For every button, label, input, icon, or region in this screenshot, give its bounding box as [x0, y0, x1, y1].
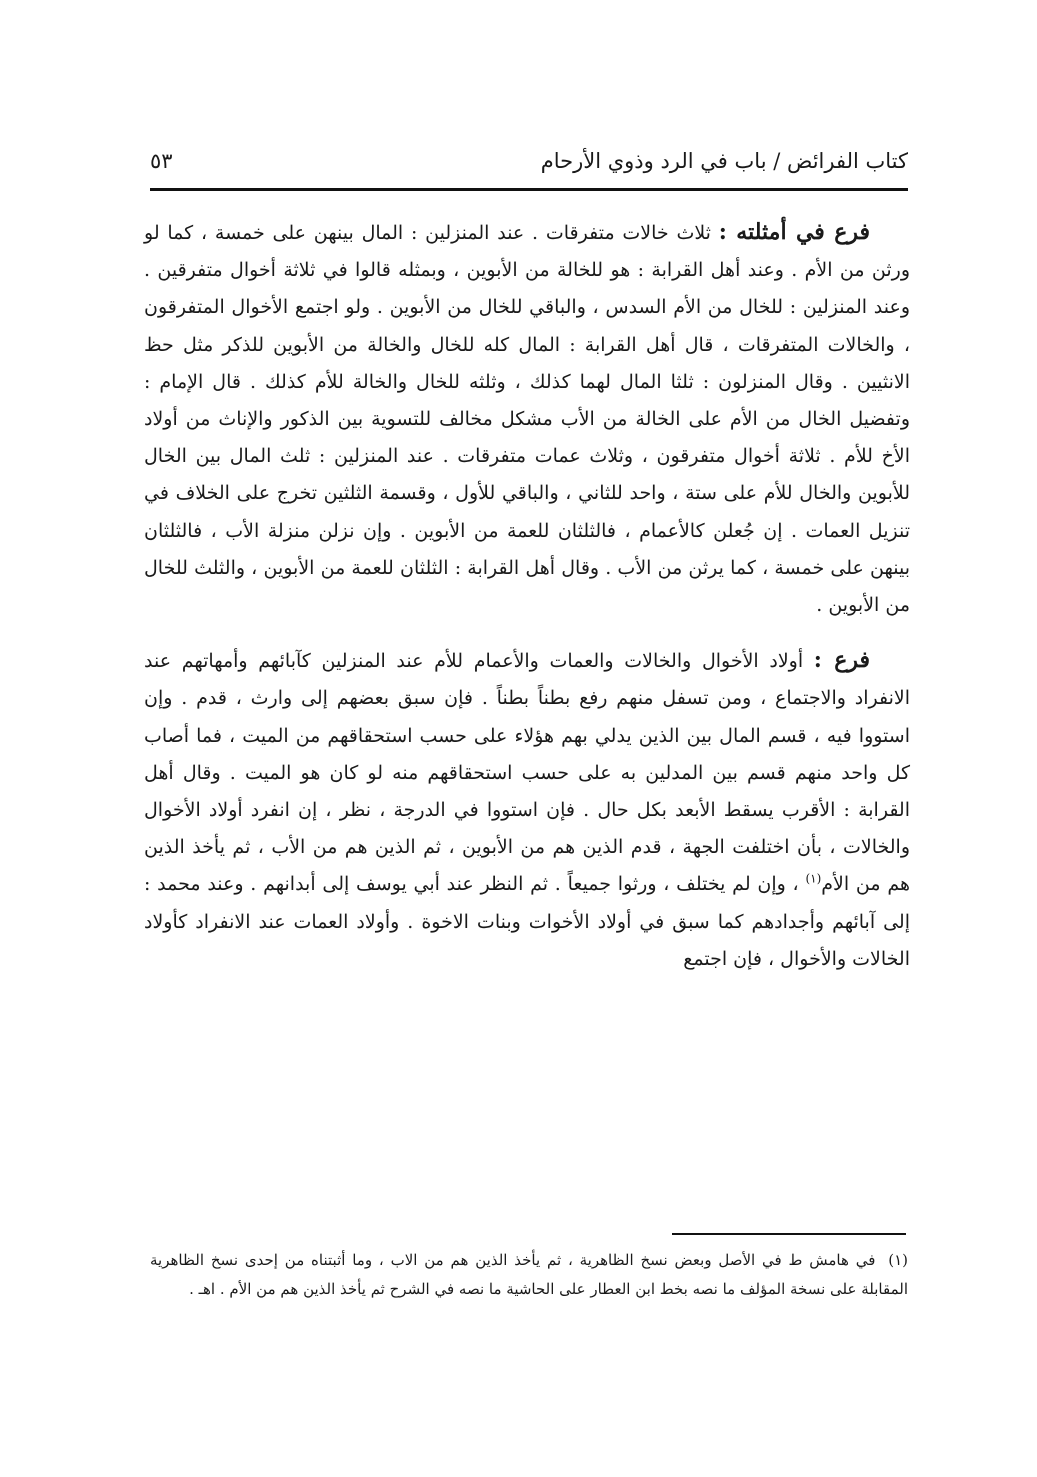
section-lead: فرع :	[813, 647, 870, 674]
page-number: ٥٣	[150, 149, 173, 173]
paragraph-text: أولاد الأخوال والخالات والعمات والأعمام للأم عند المنزلين كآبائهم وأمهاتهم عند الانفراد والاجتماع ، ومن تسفل منهم رفع بطناً بطناً . فإن سبق بعضهم إلى وارث ، قدم . وإن استووا فيه ، قسم المال بين الذين يدلي بهم هؤلاء على حسب استحقاقهم من الميت ، فما أصاب كل واحد منهم قسم بين المدلين به على حسب استحقاقهم منه لو كان هو الميت . وقال أهل القرابة : الأقرب يسقط الأبعد بكل حال . فإن استووا في الدرجة ، نظر ، إن انفرد أولاد الأخوال والخالات ، بأن اختلفت الجهة ، قدم الذين هم من الأبوين ، ثم الذين هم من الأب ، ثم يأخذ الذين هم من الأم	[144, 650, 910, 896]
paragraph-text: ثلاث خالات متفرقات . عند المنزلين : المال بينهن على خمسة ، كما لو ورثن من الأم . وعند أهل القرابة : هو للخالة من الأبوين ، وبمثله قالوا في ثلاثة أخوال متفرقين . وعند المنزلين : للخال من الأم السدس ، والباقي للخال من الأبوين . ولو اجتمع الأخوال المتفرقون ، والخالات المتفرقات ، قال أهل القرابة : المال كله للخال والخالة من الأبوين للذكر مثل حظ الانثيين . وقال المنزلون : ثلثا المال لهما كذلك ، وثلثه للخال والخالة للأم كذلك . قال الإمام : وتفضيل الخال من الأم على الخالة من الأب مشكل مخالف للتسوية بين الذكور والإناث من أولاد الأخ للأم . ثلاثة أخوال متفرقون ، وثلاث عمات متفرقات . عند المنزلين : ثلث المال بين الخال للأبوين والخال للأم على ستة ، واحد للثاني ، والباقي للأول ، وقسمة الثلثين تخرج على الخلاف في تنزيل العمات . إن جُعلن كالأعمام ، فالثلثان للعمة من الأبوين . وإن نزلن منزلة الأب ، فالثلثان بينهن على خمسة ، كما يرثن من الأب . وقال أهل القرابة : الثلثان للعمة من الأبوين ، والثلث للخال من الأبوين .	[144, 222, 911, 617]
footnotes	[150, 1246, 908, 1304]
main-text	[144, 214, 910, 978]
running-header	[150, 140, 908, 180]
footnote-separator	[672, 1233, 906, 1235]
footnote-reference[interactable]: (١)	[805, 872, 822, 887]
footnote-marker: (١)	[888, 1251, 908, 1269]
section-lead: فرع في أمثلته :	[718, 219, 871, 245]
paragraph-examples	[144, 214, 910, 624]
footnote	[150, 1246, 908, 1304]
header-rule	[150, 188, 908, 191]
paragraph-branch	[144, 642, 910, 978]
paragraph-text-continued: ، وإن لم يختلف ، ورثوا جميعاً . ثم النظر عند أبي يوسف إلى أبدانهم . وعند محمد : إلى آبائهم وأجدادهم كما سبق في أولاد الأخوات وبنات الاخوة . وأولاد العمات عند الانفراد كأولاد الخالات والأخوال ، فإن اجتمع	[144, 873, 910, 970]
footnote-text: في هامش ط في الأصل وبعض نسخ الظاهرية ، ثم يأخذ الذين هم من الاب ، وما أثبتناه من إحدى نسخ الظاهرية المقابلة على نسخة المؤلف ما نصه بخط ابن العطار على الحاشية ما نصه في الشرح ثم يأخذ الذين هم من الأم . اهـ .	[150, 1251, 908, 1298]
running-title: كتاب الفرائض / باب في الرد وذوي الأرحام	[540, 149, 908, 173]
